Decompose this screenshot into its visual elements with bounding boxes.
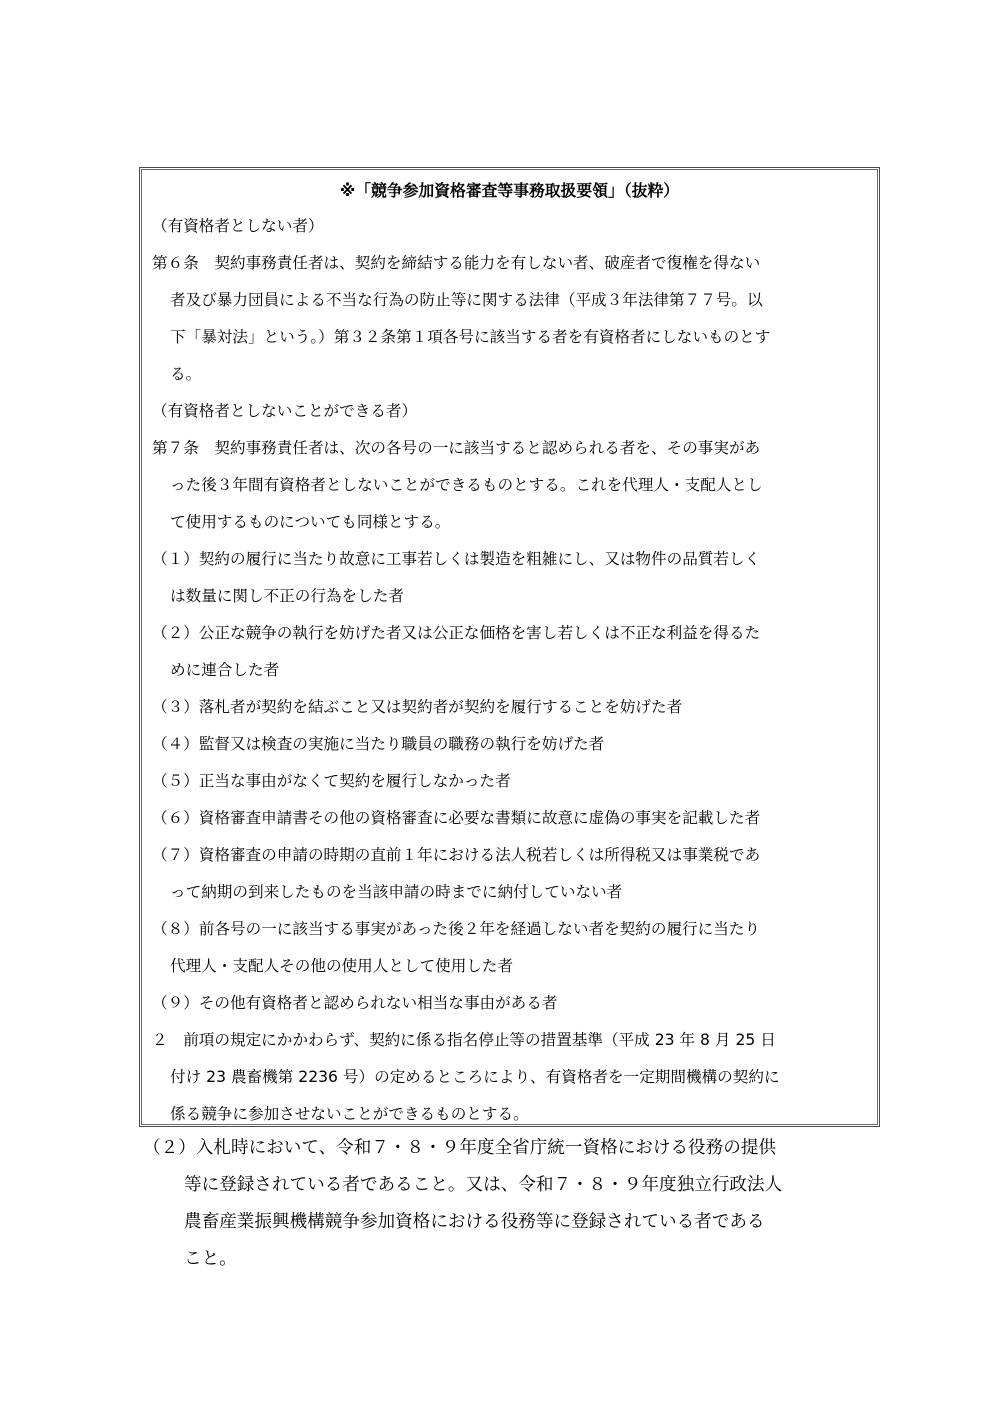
requirement-2-line: こと。 [184, 1249, 237, 1269]
item-8-line: （８）前各号の一に該当する事実があった後２年を経過しない者を契約の履行に当たり [152, 920, 761, 938]
article-7-line: った後３年間有資格者としないことができるものとする。これを代理人・支配人とし [170, 476, 763, 494]
heading-article-7: （有資格者としないことができる者） [152, 402, 418, 420]
article-6-line: る。 [170, 365, 202, 383]
item-1-line: （１）契約の履行に当たり故意に工事若しくは製造を粗雑にし、又は物件の品質若しく [152, 550, 761, 568]
excerpt-title: ※「競争参加資格審査等事務取扱要領」（抜粋） [339, 181, 680, 200]
item-7-line: （７）資格審査の申請の時期の直前１年における法人税若しくは所得税又は事業税であ [152, 846, 761, 864]
item-6-line: （６）資格審査申請書その他の資格審査に必要な書類に故意に虚偽の事実を記載した者 [152, 809, 761, 827]
heading-article-6: （有資格者としない者） [152, 217, 324, 235]
article-6-line: 下「暴対法」という。）第３２条第１項各号に該当する者を有資格者にしないものとす [170, 328, 771, 346]
excerpt-box [139, 167, 880, 1127]
requirement-2-line: 等に登録されている者であること。又は、令和７・８・９年度独立行政法人 [184, 1175, 783, 1195]
paragraph-2-line: ２ 前項の規定にかかわらず、契約に係る指名停止等の措置基準（平成 23 年 8 月 25 日 [152, 1031, 776, 1049]
item-7-line: って納期の到来したものを当該申請の時までに納付していない者 [170, 883, 623, 901]
paragraph-2-line: 付け 23 農畜機第 2236 号）の定めるところにより、有資格者を一定期間機構の契約に [170, 1068, 780, 1086]
article-7-line: て使用するものについても同様とする。 [170, 513, 451, 531]
item-4-line: （４）監督又は検査の実施に当たり職員の職務の執行を妨げた者 [152, 735, 605, 753]
item-5-line: （５）正当な事由がなくて契約を履行しなかった者 [152, 772, 511, 790]
article-6-line: 第６条 契約事務責任者は、契約を締結する能力を有しない者、破産者で復権を得ない [152, 254, 761, 272]
item-9-line: （９）その他有資格者と認められない相当な事由がある者 [152, 994, 558, 1012]
article-7-line: 第７条 契約事務責任者は、次の各号の一に該当すると認められる者を、その事実があ [152, 439, 761, 457]
requirement-2-line: （２）入札時において、令和７・８・９年度全省庁統一資格における役務の提供 [143, 1138, 777, 1158]
article-6-line: 者及び暴力団員による不当な行為の防止等に関する法律（平成３年法律第７７号。以 [170, 291, 763, 309]
item-8-line: 代理人・支配人その他の使用人として使用した者 [170, 957, 514, 975]
item-2-line: （２）公正な競争の執行を妨げた者又は公正な価格を害し若しくは不正な利益を得るた [152, 624, 761, 642]
paragraph-2-line: 係る競争に参加させないことができるものとする。 [170, 1105, 529, 1123]
requirement-2-line: 農畜産業振興機構競争参加資格における役務等に登録されている者である [184, 1212, 765, 1232]
item-2-line: めに連合した者 [170, 661, 280, 679]
item-3-line: （３）落札者が契約を結ぶこと又は契約者が契約を履行することを妨げた者 [152, 698, 683, 716]
item-1-line: は数量に関し不正の行為をした者 [170, 587, 404, 605]
